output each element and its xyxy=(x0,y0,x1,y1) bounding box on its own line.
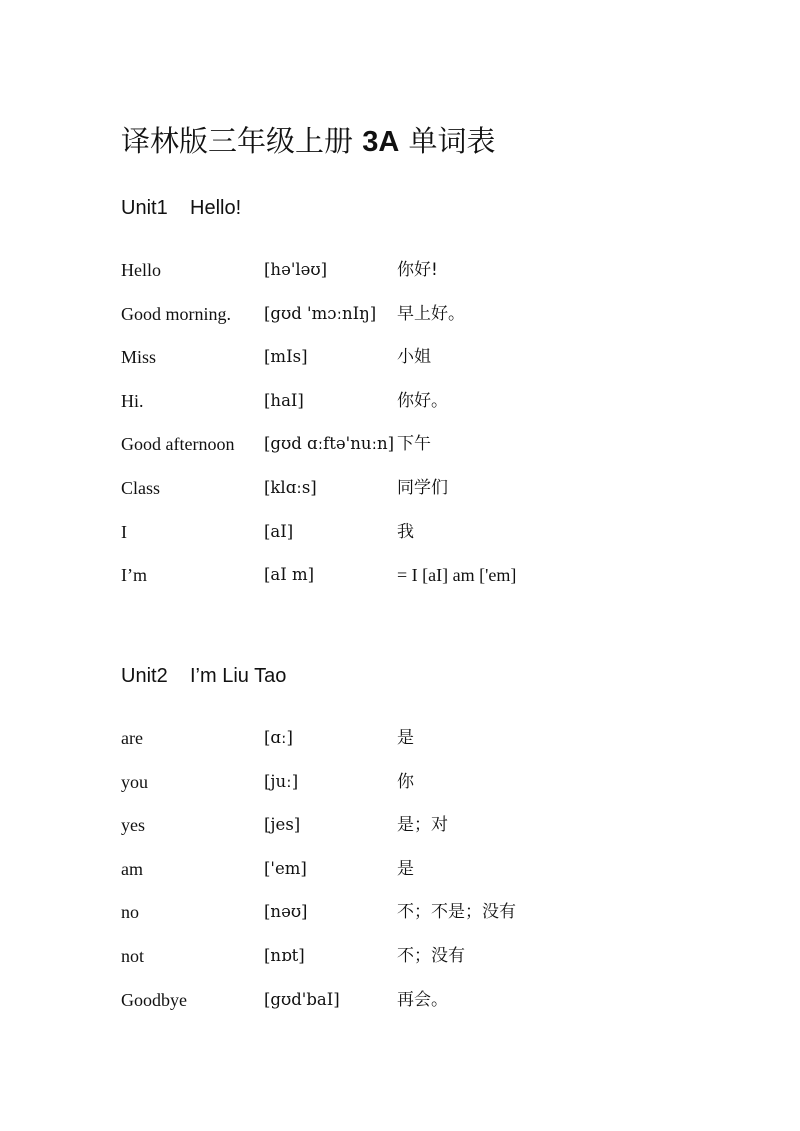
table-row xyxy=(121,388,681,432)
unit-label: Unit1 xyxy=(121,197,168,219)
word-cell: Good afternoon xyxy=(121,434,235,455)
word-cell: Goodbye xyxy=(121,989,187,1010)
meaning-cell: 你 xyxy=(397,771,414,792)
unit-title: I’m Liu Tao xyxy=(190,665,287,687)
word-cell: I’m xyxy=(121,565,147,586)
meaning-cell: 你好! xyxy=(397,260,438,280)
vocabulary-table-unit1 xyxy=(121,257,681,606)
phonetic-cell: [aI m] xyxy=(264,565,315,585)
meaning-cell: 是 xyxy=(397,728,414,748)
table-row xyxy=(121,899,681,943)
phonetic-cell: ['em] xyxy=(264,858,307,878)
table-row xyxy=(121,301,681,345)
table-row xyxy=(121,943,681,987)
phonetic-cell: [gʊd'baI] xyxy=(264,989,340,1009)
phonetic-cell: [gʊd 'mɔːnIŋ] xyxy=(264,303,377,323)
title-chinese-prefix: 译林版三年级上册 xyxy=(121,124,354,158)
document-title xyxy=(121,120,496,163)
phonetic-cell: [nɒt] xyxy=(264,945,305,965)
table-row xyxy=(121,519,681,563)
word-cell: you xyxy=(121,771,148,792)
vocabulary-table-unit2 xyxy=(121,725,681,1030)
unit-label: Unit2 xyxy=(121,665,168,687)
unit-heading-1 xyxy=(121,194,241,222)
meaning-cell: 我 xyxy=(397,521,414,542)
meaning-cell: 再会。 xyxy=(397,989,448,1010)
meaning-cell: 你好。 xyxy=(397,390,448,411)
meaning-cell: 不；没有 xyxy=(397,945,465,966)
phonetic-cell: [ɑː] xyxy=(264,728,293,747)
phonetic-cell: [nəʊ] xyxy=(264,902,308,922)
table-row xyxy=(121,431,681,475)
word-cell: Miss xyxy=(121,347,157,368)
word-cell: yes xyxy=(121,815,145,836)
table-row xyxy=(121,812,681,856)
phonetic-cell: [klɑːs] xyxy=(264,477,317,497)
table-row xyxy=(121,987,681,1031)
table-row xyxy=(121,257,681,301)
title-chinese-suffix: 单词表 xyxy=(408,124,496,158)
phonetic-cell: [gʊd ɑːftə'nuːn] xyxy=(264,434,395,454)
meaning-cell: 同学们 xyxy=(397,477,448,498)
meaning-cell: 不；不是；没有 xyxy=(397,902,516,923)
table-row xyxy=(121,344,681,388)
word-cell: Hello xyxy=(121,260,161,280)
phonetic-cell: [mIs] xyxy=(264,347,308,367)
unit-title: Hello! xyxy=(190,197,242,219)
word-cell: no xyxy=(121,902,139,923)
meaning-cell: 是；对 xyxy=(397,815,448,836)
table-row xyxy=(121,769,681,813)
title-grade-code: 3A xyxy=(362,126,400,158)
word-cell: Good morning. xyxy=(121,303,231,324)
table-row xyxy=(121,856,681,900)
meaning-cell: 早上好。 xyxy=(397,303,465,324)
word-cell: Class xyxy=(121,477,161,498)
phonetic-cell: [haI] xyxy=(264,390,304,410)
phonetic-cell: [jes] xyxy=(264,815,301,835)
phonetic-cell: [hə'ləʊ] xyxy=(264,260,328,279)
table-row xyxy=(121,562,681,606)
unit-heading-2 xyxy=(121,662,286,690)
word-cell: not xyxy=(121,945,145,966)
meaning-cell: 是 xyxy=(397,858,414,879)
meaning-cell: = I [aI] am ['em] xyxy=(397,565,517,586)
word-cell: I xyxy=(121,521,127,542)
meaning-cell: 小姐 xyxy=(397,347,431,368)
word-cell: are xyxy=(121,728,143,748)
word-cell: am xyxy=(121,858,143,879)
word-cell: Hi. xyxy=(121,390,144,411)
phonetic-cell: [juː] xyxy=(264,771,299,791)
phonetic-cell: [aI] xyxy=(264,521,294,541)
table-row xyxy=(121,725,681,769)
table-row xyxy=(121,475,681,519)
meaning-cell: 下午 xyxy=(397,434,431,455)
